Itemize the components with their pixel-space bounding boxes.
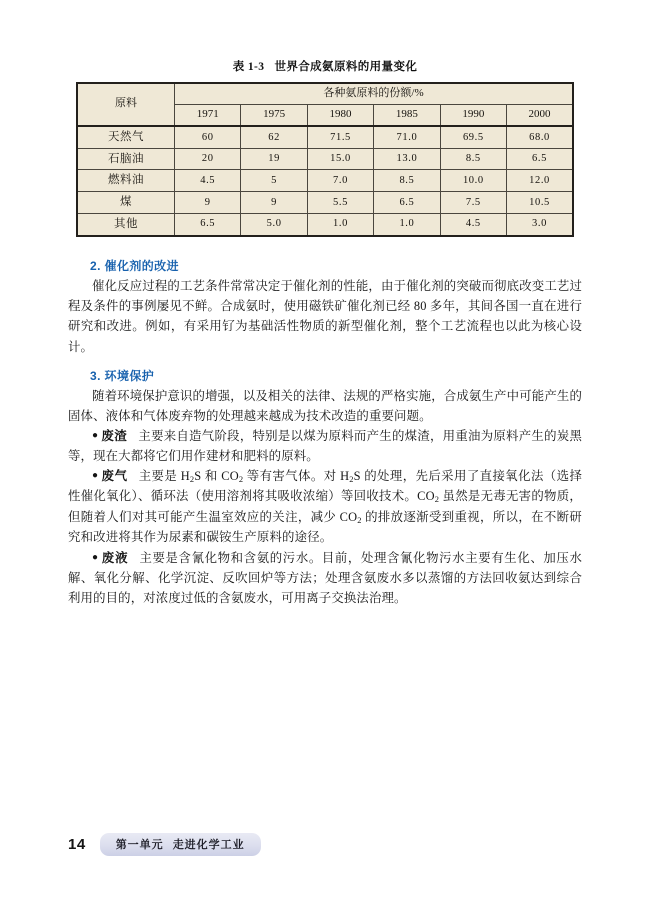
cell-fuel-oil-1980: 7.0 xyxy=(307,170,373,192)
bullet-text-waste-gas-5: 虽然是无毒无害的物质，但随着人们对其可能产生温室效应的关注，减少 CO xyxy=(68,489,582,524)
column-header-year-2000: 2000 xyxy=(507,104,573,125)
cell-other-1985: 1.0 xyxy=(374,213,440,236)
cell-coal-1985: 6.5 xyxy=(374,191,440,213)
page-footer xyxy=(68,833,261,856)
cell-coal-1990: 7.5 xyxy=(440,191,506,213)
section-heading-catalyst: 2. 催化剂的改进 xyxy=(90,259,179,274)
subscript-co2-1: 2 xyxy=(238,473,244,484)
column-header-year-1980: 1980 xyxy=(307,104,373,125)
cell-fuel-oil-1975: 5 xyxy=(241,170,307,192)
subscript-co2-3: 2 xyxy=(357,514,362,525)
cell-coal-1975: 9 xyxy=(241,191,307,213)
table-header-row-top xyxy=(77,83,573,104)
cell-natural-gas-2000: 68.0 xyxy=(507,126,573,148)
cell-natural-gas-1975: 62 xyxy=(241,126,307,148)
bullet-item-waste-liquid xyxy=(68,548,582,608)
paragraph-catalyst: 催化反应过程的工艺条件常常决定于催化剂的性能，由于催化剂的突破而彻底改变工艺过程及条件的事例屡见不鲜。合成氨时，使用磁铁矿催化剂已经 80 多年，其间各国一直在进行研究和改进。例如，有采用钌为基础活性物质的新型催化剂，整个工艺流程也以此为核心设计。 xyxy=(68,279,582,354)
page-number: 14 xyxy=(68,836,86,853)
bullet-text-waste-gas-3: 等有害气体。对 H xyxy=(243,468,350,483)
cell-naphtha-1980: 15.0 xyxy=(307,148,373,170)
table-caption xyxy=(68,0,582,82)
cell-naphtha-1990: 8.5 xyxy=(440,148,506,170)
table-body xyxy=(77,126,573,236)
cell-coal-1980: 5.5 xyxy=(307,191,373,213)
table-row xyxy=(77,148,573,170)
row-label-other: 其他 xyxy=(77,213,175,236)
cell-natural-gas-1980: 71.5 xyxy=(307,126,373,148)
row-label-natural-gas: 天然气 xyxy=(77,126,175,148)
row-label-coal: 煤 xyxy=(77,191,175,213)
bullet-item-waste-residue xyxy=(68,426,582,466)
unit-title: 走进化学工业 xyxy=(172,839,245,851)
cell-naphtha-2000: 6.5 xyxy=(507,148,573,170)
bullet-item-waste-gas xyxy=(68,466,582,548)
cell-coal-2000: 10.5 xyxy=(507,191,573,213)
subscript-h2s-2: 2 xyxy=(349,473,354,484)
column-header-year-1971: 1971 xyxy=(175,104,241,125)
column-header-year-1990: 1990 xyxy=(440,104,506,125)
table-row xyxy=(77,126,573,148)
row-label-naphtha: 石脑油 xyxy=(77,148,175,170)
subscript-co2-2: 2 xyxy=(434,494,440,505)
cell-fuel-oil-1971: 4.5 xyxy=(175,170,241,192)
table-row xyxy=(77,191,573,213)
bullet-term-waste-residue: 废渣 xyxy=(101,428,128,443)
section-heading-environment: 3. 环境保护 xyxy=(90,368,155,383)
cell-natural-gas-1971: 60 xyxy=(175,126,241,148)
column-header-year-1975: 1975 xyxy=(241,104,307,125)
table-row xyxy=(77,213,573,236)
bullet-marker-icon: ● xyxy=(92,470,99,482)
bullet-term-waste-gas: 废气 xyxy=(101,468,128,483)
bullet-text-waste-gas-4: S 的处理，先后采用了直接氧化法（选择性催化氧化）、循环法（使用溶剂将其吸收浓缩）等回收技术。CO xyxy=(68,468,583,504)
cell-fuel-oil-1985: 8.5 xyxy=(374,170,440,192)
table-caption-number: 表 1-3 xyxy=(232,61,265,73)
unit-title-pill xyxy=(100,833,261,856)
table-caption-text: 世界合成氨原料的用量变化 xyxy=(274,61,418,73)
column-header-feedstock: 原料 xyxy=(77,83,175,126)
column-header-year-1985: 1985 xyxy=(374,104,440,125)
cell-natural-gas-1985: 71.0 xyxy=(374,126,440,148)
page-content xyxy=(68,237,582,608)
column-header-share: 各种氨原料的份额/% xyxy=(175,83,574,104)
paragraph-environment: 随着环境保护意识的增强，以及相关的法律、法规的严格实施，合成氨生产中可能产生的固体、液体和气体废弃物的处理越来越成为技术改造的重要问题。 xyxy=(68,388,582,423)
cell-coal-1971: 9 xyxy=(175,191,241,213)
cell-naphtha-1971: 20 xyxy=(175,148,241,170)
cell-other-2000: 3.0 xyxy=(507,213,573,236)
cell-other-1971: 6.5 xyxy=(175,213,241,236)
cell-natural-gas-1990: 69.5 xyxy=(440,126,506,148)
bullet-marker-icon: ● xyxy=(92,552,99,564)
ammonia-feedstock-table xyxy=(76,82,574,237)
bullet-text-waste-gas-2: S 和 CO xyxy=(194,468,239,483)
table-header xyxy=(77,83,573,126)
cell-fuel-oil-2000: 12.0 xyxy=(507,170,573,192)
bullet-text-waste-residue: 主要来自造气阶段，特别是以煤为原料而产生的煤渣，用重油为原料产生的炭黑等，现在大都将它们用作建材和肥料的原料。 xyxy=(68,428,582,463)
row-label-fuel-oil: 燃料油 xyxy=(77,170,175,192)
bullet-marker-icon: ● xyxy=(92,430,99,442)
cell-other-1980: 1.0 xyxy=(307,213,373,236)
cell-other-1990: 4.5 xyxy=(440,213,506,236)
bullet-text-waste-gas-1: 主要是 H xyxy=(138,468,190,483)
bullet-text-waste-liquid: 主要是含氰化物和含氨的污水。目前，处理含氰化物污水主要有生化、加压水解、氧化分解、化学沉淀、反吹回炉等方法；处理含氨废水多以蒸馏的方法回收氨达到综合利用的目的，对浓度过低的含氨废水，可用离子交换法治理。 xyxy=(68,550,582,605)
cell-naphtha-1975: 19 xyxy=(241,148,307,170)
cell-fuel-oil-1990: 10.0 xyxy=(440,170,506,192)
subscript-h2s-1: 2 xyxy=(189,473,195,484)
unit-name: 第一单元 xyxy=(115,839,164,851)
table-row xyxy=(77,170,573,192)
bullet-text-waste-gas-6: 的排放逐渐受到重视，所以，在不断研究和改进将其作为尿素和碳铵生产原料的途径。 xyxy=(68,509,582,545)
cell-other-1975: 5.0 xyxy=(241,213,307,236)
bullet-term-waste-liquid: 废液 xyxy=(101,550,129,565)
cell-naphtha-1985: 13.0 xyxy=(374,148,440,170)
